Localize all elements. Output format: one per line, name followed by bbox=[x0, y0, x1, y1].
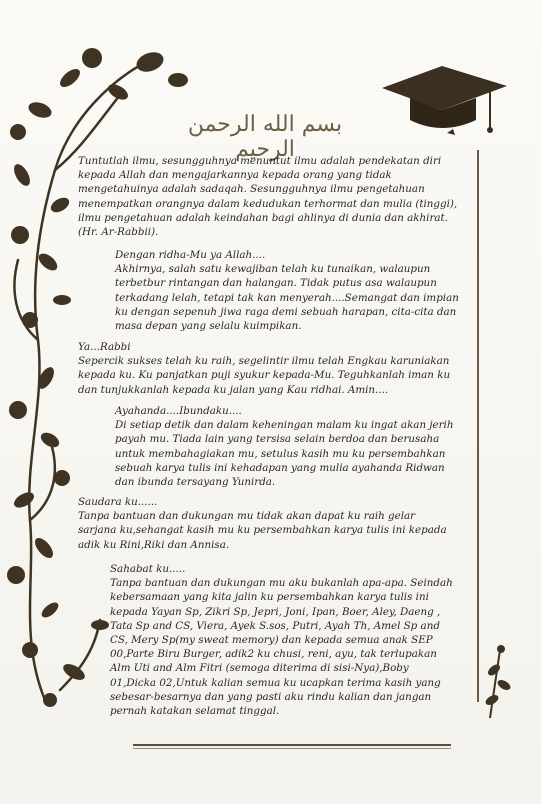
section-line: 01,Dicka 02,Untuk kalian semua ku ucapkan terima kasih yang bbox=[110, 676, 441, 689]
section-heading: Ayahanda....Ibundaku.... bbox=[115, 405, 242, 417]
section-line: sebuah karya tulis ini kehadapan yang mulia ayahanda Ridwan bbox=[115, 461, 445, 474]
section-heading: Dengan ridha-Mu ya Allah.... bbox=[115, 249, 266, 261]
basmalah-calligraphy: بسم الله الرحمن الرحيم bbox=[187, 112, 343, 162]
section-line: untuk membahagiakan mu, setulus kasih mu ku persembahkan bbox=[115, 447, 446, 460]
bottom-rule bbox=[133, 744, 451, 746]
intro-line: ilmu pengetahuan adalah keindahan bagi ahlinya di dunia dan akhirat. bbox=[78, 211, 448, 224]
section-line: kepada ku. Ku panjatkan puji syukur kepada-Mu. Teguhkanlah iman ku bbox=[78, 369, 451, 382]
section-line: dan tunjukkanlah kepada ku jalan yang Kau ridhai. Amin.... bbox=[78, 383, 389, 396]
section-heading: Sahabat ku..... bbox=[110, 563, 186, 575]
intro-line: (Hr. Ar-Rabbii). bbox=[78, 226, 159, 239]
section-heading: Ya...Rabbi bbox=[78, 341, 131, 353]
section-line: 00,Parte Biru Burger, adik2 ku chusi, reni, ayu, tak terlupakan bbox=[110, 648, 437, 661]
saudara-section bbox=[78, 495, 470, 552]
section-line: kepada Yayan Sp, Zikri Sp, Jepri, Joni, Ipan, Boer, Aley, Daeng , bbox=[110, 605, 441, 618]
graduation-cap-icon bbox=[372, 58, 512, 146]
section-line: Akhirnya, salah satu kewajiban telah ku tunaikan, walaupun bbox=[115, 263, 431, 276]
section-line: Tata Sp and CS, Viera, Ayek S.sos, Putri, Ayah Th, Amel Sp and bbox=[110, 619, 440, 632]
section-line: sebesar-besarnya dan yang pasti aku rindu kalian dan jangan bbox=[110, 690, 432, 703]
bottom-rule-thin bbox=[133, 748, 451, 749]
intro-paragraph bbox=[78, 154, 470, 239]
section-line: terkadang lelah, tetapi tak kan menyerah....Semangat dan impian bbox=[115, 291, 459, 304]
intro-line: kepada Allah dan mengajarkannya kepada orang yang tidak bbox=[78, 169, 392, 182]
section-line: ku dengan sepenuh jiwa raga demi sebuah harapan, cita-cita dan bbox=[115, 305, 457, 318]
intro-line: mengetahuinya adalah sadaqah. Sesungguhnya ilmu pengetahuan bbox=[78, 183, 425, 196]
section-line: Alm Uti and Alm Fitri (semoga diterima di sisi-Nya),Boby bbox=[110, 662, 409, 675]
intro-line: Tuntutlah ilmu, sesungguhnya menuntut ilmu adalah pendekatan diri bbox=[78, 155, 442, 167]
intro-line: menempatkan orangnya dalam kedudukan terhormat dan mulia (tinggi), bbox=[78, 197, 458, 210]
section-line: Tanpa bantuan dan dukungan mu aku bukanlah apa-apa. Seindah bbox=[110, 577, 453, 590]
section-line: Sepercik sukses telah ku raih, segelintir ilmu telah Engkau karuniakan bbox=[78, 355, 450, 368]
section-heading: Saudara ku...... bbox=[78, 496, 158, 508]
section-line: CS, Mery Sp(my sweat memory) dan kepada semua anak SEP bbox=[110, 634, 433, 647]
right-border-line bbox=[477, 150, 479, 702]
section-line: pernah katakan selamat tinggal. bbox=[110, 705, 280, 718]
section-line: Tanpa bantuan dan dukungan mu tidak akan dapat ku raih gelar bbox=[78, 510, 416, 523]
section-line: terbetbur rintangan dan halangan. Tidak putus asa walaupun bbox=[115, 277, 437, 290]
section-line: sarjana ku,sehangat kasih mu ku persembahkan karya tulis ini kepada bbox=[78, 524, 447, 537]
section-line: adik ku Rini,Riki dan Annisa. bbox=[78, 538, 230, 551]
ayah-section bbox=[115, 404, 470, 489]
section-line: dan ibunda tersayang Yunirda. bbox=[115, 476, 276, 489]
ridha-section bbox=[115, 248, 470, 333]
section-line: payah mu. Tiada lain yang tersisa selain berdoa dan berusaha bbox=[115, 433, 440, 446]
section-line: kebersamaan yang kita jalin ku persembahkan karya tulis ini bbox=[110, 591, 429, 604]
section-line: masa depan yang selalu kuimpikan. bbox=[115, 320, 302, 333]
section-line: Di setiap detik dan dalam keheningan malam ku ingat akan jerih bbox=[115, 419, 454, 432]
rabbi-section bbox=[78, 340, 470, 397]
sprig-icon bbox=[470, 640, 530, 720]
sahabat-section bbox=[110, 562, 470, 718]
